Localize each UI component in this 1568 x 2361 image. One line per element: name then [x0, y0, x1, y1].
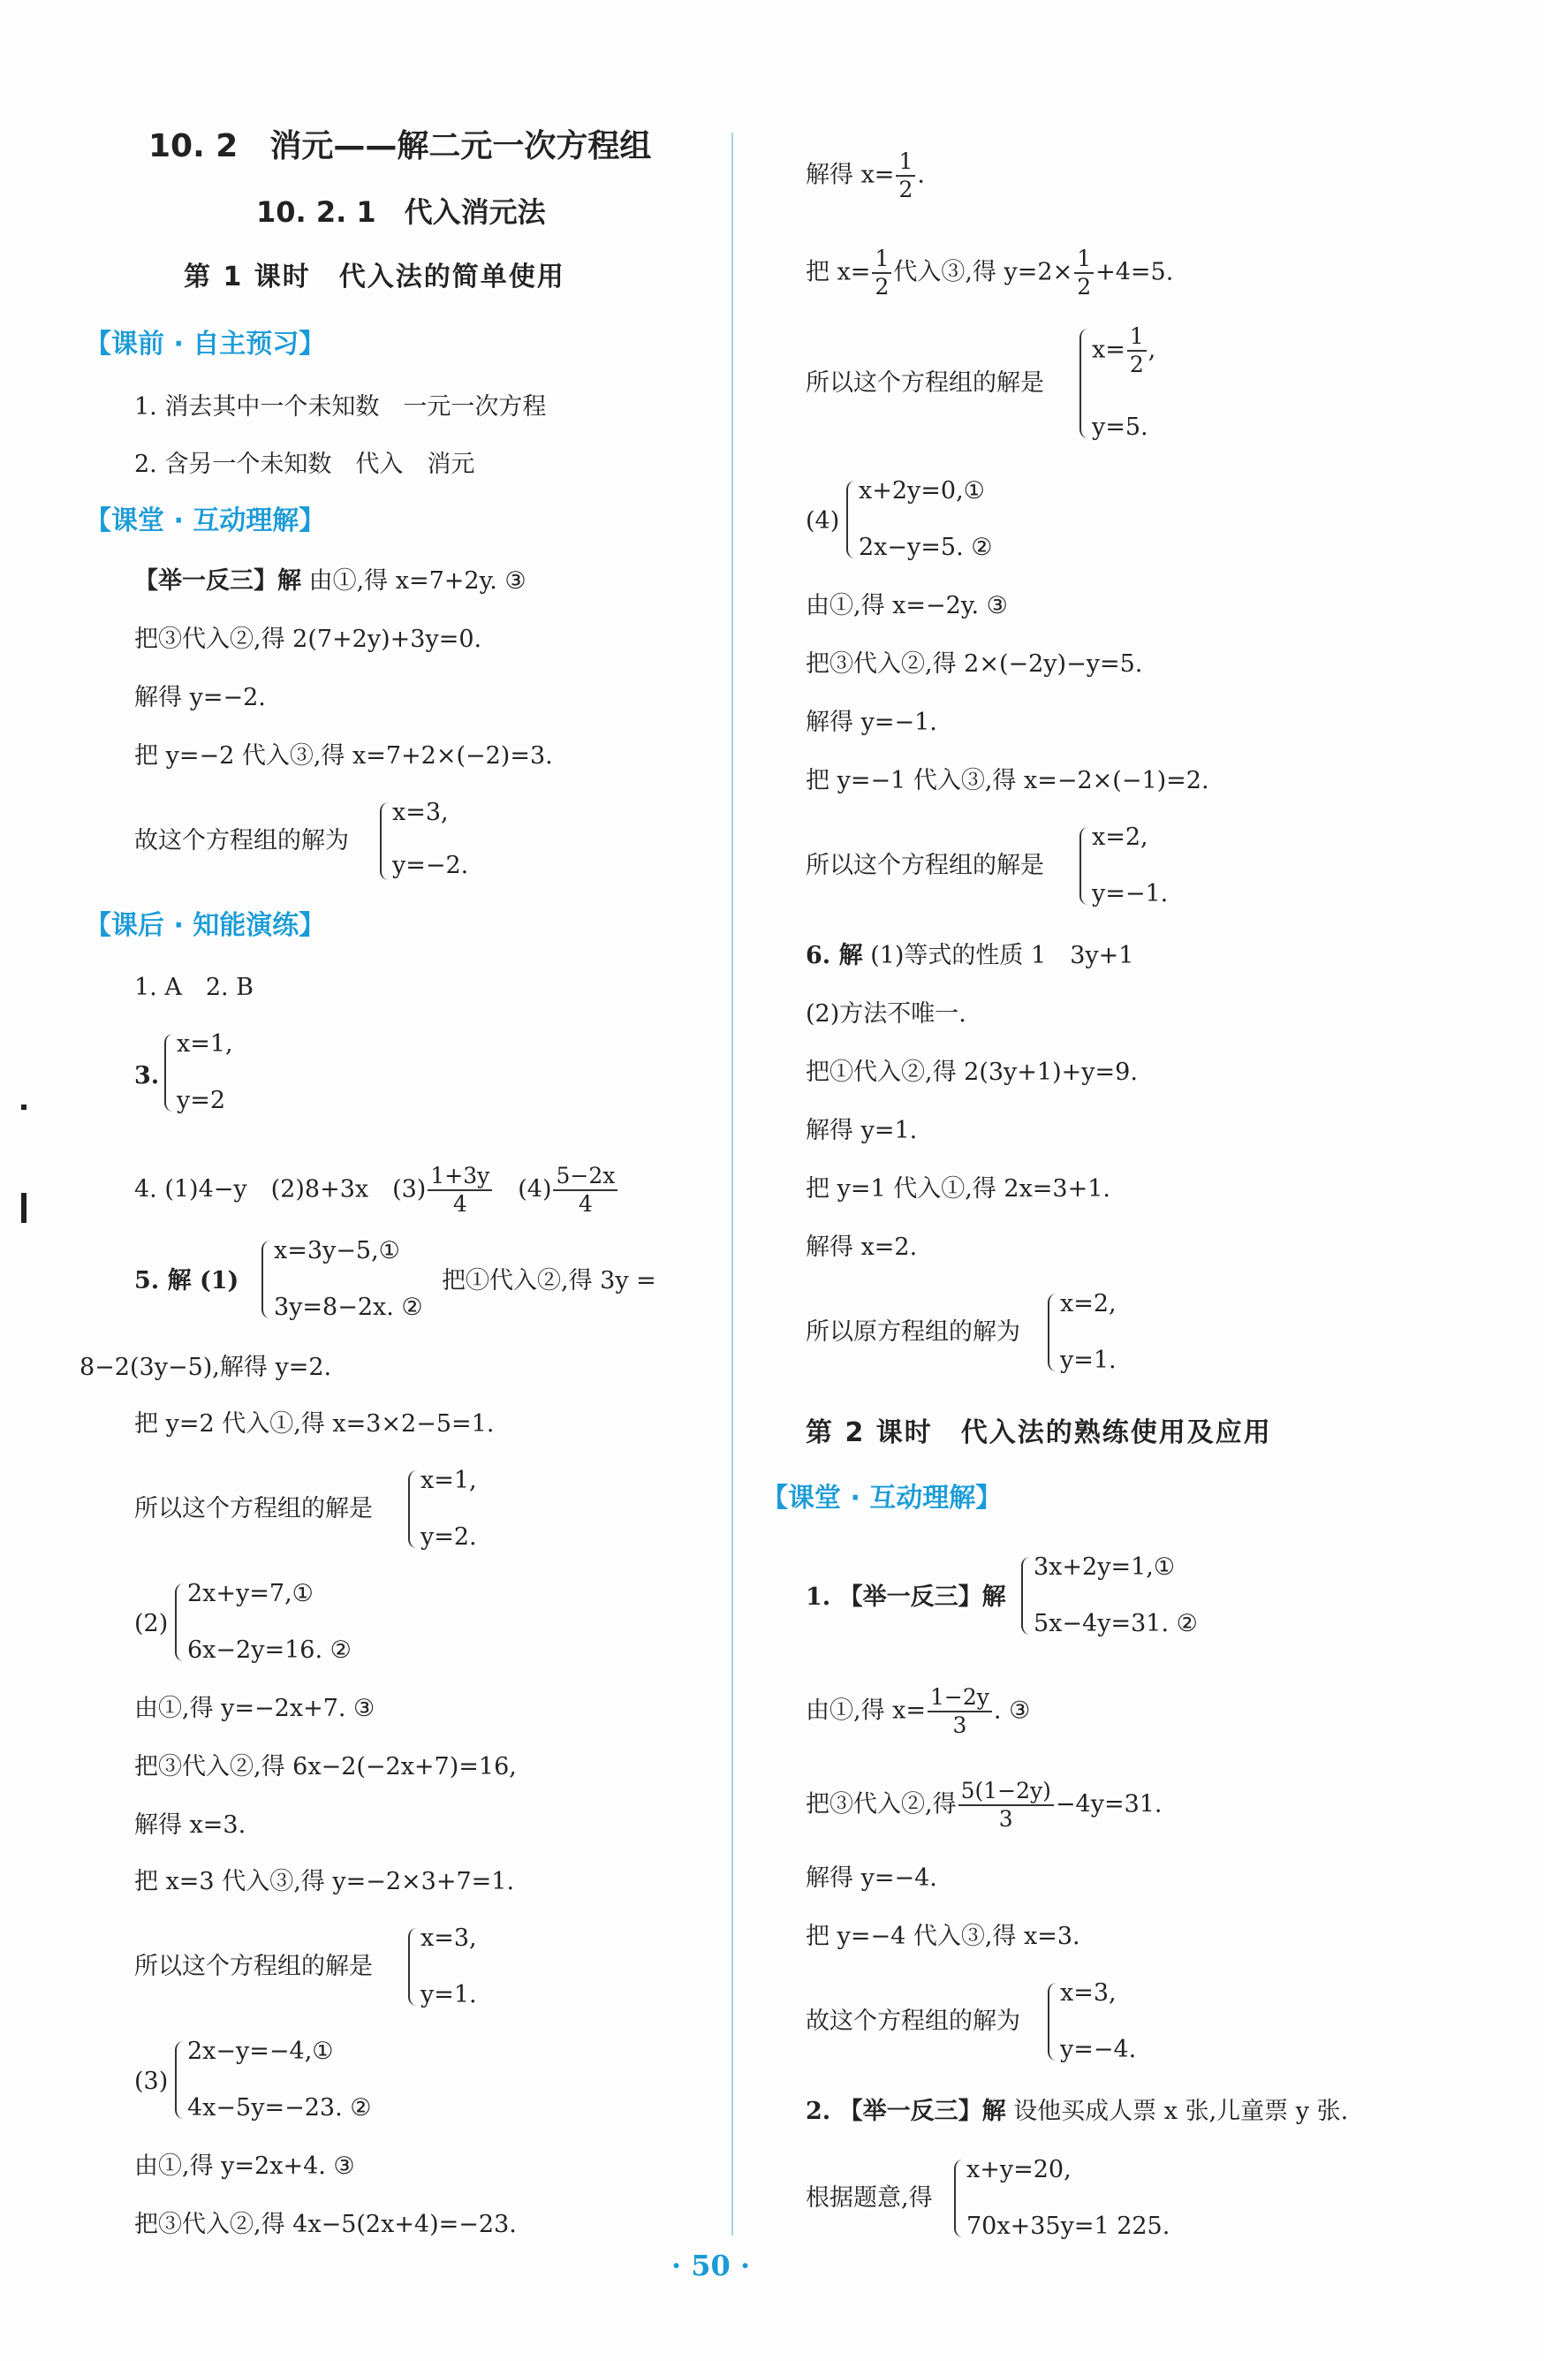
solution-prefix: 所以这个方程组的解是	[806, 369, 1044, 397]
answer-line	[806, 148, 925, 203]
fraction	[1127, 323, 1147, 378]
equation-row: x+2y=0,①	[859, 477, 985, 505]
question-number: (4)	[806, 507, 840, 535]
answer-line	[806, 2096, 1348, 2128]
denominator: 4	[452, 1191, 467, 1217]
answer-text: ,	[1148, 336, 1156, 364]
answer-line	[134, 1163, 619, 1218]
solution-prefix: 所以这个方程组的解是	[134, 1495, 373, 1522]
solution-prefix: 故这个方程组的解为	[806, 2008, 1020, 2035]
margin-dot	[21, 1105, 27, 1110]
numerator: 1+3y	[428, 1163, 492, 1191]
numerator: 5(1−2y)	[958, 1778, 1054, 1806]
solution-prefix: 故这个方程组的解为	[134, 827, 349, 854]
section-title: 10. 2 消元——解二元一次方程组	[148, 128, 652, 164]
tag-after-class: 【课后 · 知能演练】	[85, 910, 326, 941]
brace	[175, 1583, 186, 1661]
brace	[408, 1470, 419, 1548]
brace	[261, 1241, 272, 1318]
margin-bar	[21, 1193, 27, 1223]
numerator: 1	[872, 246, 891, 274]
answer-text: 由①,得 x=	[806, 1697, 927, 1725]
answer-text: 代入③,得 y=2×	[893, 258, 1073, 286]
equation-row: x=1,	[420, 1467, 477, 1494]
answer-line	[806, 246, 1173, 300]
equation-row: x=2,	[1092, 824, 1148, 851]
answer-line: (2)方法不唯一.	[806, 1000, 966, 1028]
equation-row: y=−1.	[1092, 880, 1169, 907]
answer-text: (4)	[494, 1175, 552, 1203]
fraction	[958, 1778, 1054, 1833]
question-number: 3.	[134, 1062, 160, 1089]
equation-row: x=3y−5,①	[274, 1237, 400, 1264]
numerator: 1	[1074, 246, 1094, 274]
denominator: 3	[952, 1712, 967, 1738]
answer-line: 解得 y=1.	[806, 1117, 918, 1144]
equation-row: x=1,	[177, 1030, 233, 1058]
lesson-title: 第 1 课时 代入法的简单使用	[184, 262, 565, 292]
answer-line: 由①,得 y=2x+4. ③	[134, 2152, 355, 2180]
solution-prefix: 所以这个方程组的解是	[134, 1953, 373, 1980]
brace	[1048, 1983, 1058, 2061]
equation-row: 4x−5y=−23. ②	[187, 2094, 372, 2122]
question-number: 6. 解	[806, 942, 863, 969]
equation-row: y=2	[177, 1087, 226, 1114]
answer-line	[806, 940, 1133, 972]
tag-classroom: 【课堂 · 互动理解】	[761, 1483, 1003, 1514]
equation-row: 2x+y=7,①	[187, 1580, 314, 1607]
equation-row: 3x+2y=1,①	[1034, 1553, 1176, 1581]
brace	[1021, 1557, 1032, 1635]
solution-prefix: 所以这个方程组的解是	[806, 852, 1044, 879]
answer-text: 设他买成人票 x 张,儿童票 y 张.	[1013, 2098, 1349, 2125]
brace	[846, 481, 857, 558]
answer-line: 8−2(3y−5),解得 y=2.	[80, 1354, 332, 1381]
brace	[1079, 329, 1090, 438]
question-number: (2)	[134, 1610, 169, 1637]
fraction	[553, 1163, 617, 1218]
equation-row: y=1.	[1060, 1347, 1117, 1374]
fraction	[896, 148, 915, 203]
question-number: 5. 解 (1)	[134, 1267, 239, 1294]
fraction	[872, 246, 891, 300]
denominator: 4	[578, 1191, 593, 1217]
equation-row: x=3,	[1060, 1979, 1117, 2007]
example-label: 【举一反三】解	[134, 567, 301, 595]
equation-row: 6x−2y=16. ②	[187, 1636, 352, 1664]
answer-line: 2. 含另一个未知数 代入 消元	[134, 451, 475, 478]
question-number: (3)	[134, 2068, 169, 2095]
answer-line: 把 y=1 代入①,得 2x=3+1.	[806, 1175, 1110, 1203]
denominator: 2	[1077, 274, 1092, 300]
fraction	[1074, 246, 1094, 300]
equation-row: 5x−4y=31. ②	[1034, 1610, 1198, 1637]
answer-text: x=	[1092, 336, 1125, 364]
answer-line: 把③代入②,得 2(7+2y)+3y=0.	[134, 626, 482, 653]
answer-line: 把 y=−1 代入③,得 x=−2×(−1)=2.	[806, 767, 1209, 794]
answer-text: −4y=31.	[1055, 1790, 1163, 1818]
question-number: 2. 【举一反三】解	[806, 2098, 1006, 2125]
equation-row: y=−2.	[392, 852, 469, 879]
answer-line	[806, 1684, 1030, 1739]
answer-prefix: 根据题意,得	[806, 2184, 933, 2212]
denominator: 2	[1129, 352, 1144, 377]
answer-line: 解得 y=−1.	[806, 709, 937, 736]
equation-row: x=2,	[1060, 1290, 1117, 1317]
answer-line: 把 y=2 代入①,得 x=3×2−5=1.	[134, 1410, 495, 1438]
equation-row: y=2.	[420, 1523, 477, 1551]
denominator: 3	[998, 1806, 1013, 1832]
answer-line	[134, 1265, 239, 1297]
answer-line: 解得 y=−4.	[806, 1864, 937, 1892]
answer-line: 解得 y=−2.	[134, 684, 266, 711]
denominator: 2	[875, 274, 890, 300]
answer-line: 把③代入②,得 2×(−2y)−y=5.	[806, 650, 1143, 678]
tag-classroom: 【课堂 · 互动理解】	[85, 505, 326, 536]
answer-line: 1. A 2. B	[134, 974, 254, 1001]
answer-line: 把③代入②,得 6x−2(−2x+7)=16,	[134, 1753, 517, 1780]
numerator: 1−2y	[928, 1684, 992, 1712]
answer-text: 把③代入②,得	[806, 1790, 957, 1818]
brace	[408, 1928, 419, 2006]
equation-row: 3y=8−2x. ②	[274, 1294, 423, 1321]
brace	[1048, 1294, 1058, 1371]
answer-text: 4. (1)4−y (2)8+3x (3)	[134, 1175, 427, 1203]
solution-prefix: 所以原方程组的解为	[806, 1318, 1020, 1346]
answer-line: 把 y=−4 代入③,得 x=3.	[806, 1923, 1080, 1950]
question-number: 1. 【举一反三】解	[806, 1583, 1006, 1611]
answer-line: 把 y=−2 代入③,得 x=7+2×(−2)=3.	[134, 742, 553, 770]
equation-row: x+y=20,	[966, 2156, 1072, 2183]
denominator: 2	[898, 177, 913, 202]
answer-line: 把①代入②,得 2(3y+1)+y=9.	[806, 1059, 1138, 1086]
answer-line: 把 x=3 代入③,得 y=−2×3+7=1.	[134, 1868, 515, 1895]
equation-row: 70x+35y=1 225.	[966, 2213, 1170, 2240]
answer-line: 把①代入②,得 3y =	[442, 1267, 656, 1294]
brace	[1079, 827, 1090, 905]
equation-text: 由①,得 x=7+2y. ③	[308, 567, 526, 595]
equation-row: y=−4.	[1060, 2036, 1137, 2063]
answer-line: 解得 x=2.	[806, 1234, 918, 1261]
answer-text: +4=5.	[1095, 258, 1174, 286]
answer-text: (1)等式的性质 1 3y+1	[870, 942, 1134, 969]
equation-row: x=3,	[420, 1924, 477, 1952]
answer-line: 由①,得 y=−2x+7. ③	[134, 1695, 375, 1722]
column-divider	[731, 133, 733, 2236]
equation-row: y=5.	[1092, 414, 1148, 441]
equation-row: 2x−y=5. ②	[859, 534, 993, 561]
brace	[164, 1034, 175, 1112]
answer-text: 解得 x=	[806, 161, 895, 189]
equation-row: y=1.	[420, 1981, 477, 2008]
answer-line	[806, 1778, 1163, 1833]
answer-text: 把 x=	[806, 258, 871, 286]
brace	[175, 2041, 186, 2119]
numerator: 1	[1127, 323, 1147, 352]
fraction	[428, 1163, 492, 1218]
subsection-title: 10. 2. 1 代入消元法	[256, 195, 546, 229]
answer-line: 1. 消去其中一个未知数 一元一次方程	[134, 393, 547, 421]
answer-line: 把③代入②,得 4x−5(2x+4)=−23.	[134, 2211, 517, 2238]
answer-line: 由①,得 x=−2y. ③	[806, 592, 1008, 619]
tag-preview: 【课前 · 自主预习】	[85, 329, 326, 360]
answer-line	[134, 566, 526, 597]
equation-row: x=3,	[392, 799, 449, 826]
answer-text: . ③	[993, 1697, 1031, 1725]
numerator: 1	[896, 148, 915, 177]
lesson-title: 第 2 课时 代入法的熟练使用及应用	[806, 1417, 1272, 1448]
numerator: 5−2x	[553, 1163, 617, 1191]
page-number: · 50 ·	[671, 2249, 751, 2282]
equation-row	[1092, 323, 1155, 378]
brace	[380, 802, 390, 880]
fraction	[928, 1684, 992, 1739]
answer-text: .	[917, 161, 925, 189]
answer-line: 解得 x=3.	[134, 1811, 246, 1839]
equation-row: 2x−y=−4,①	[187, 2038, 334, 2065]
brace	[954, 2160, 965, 2237]
